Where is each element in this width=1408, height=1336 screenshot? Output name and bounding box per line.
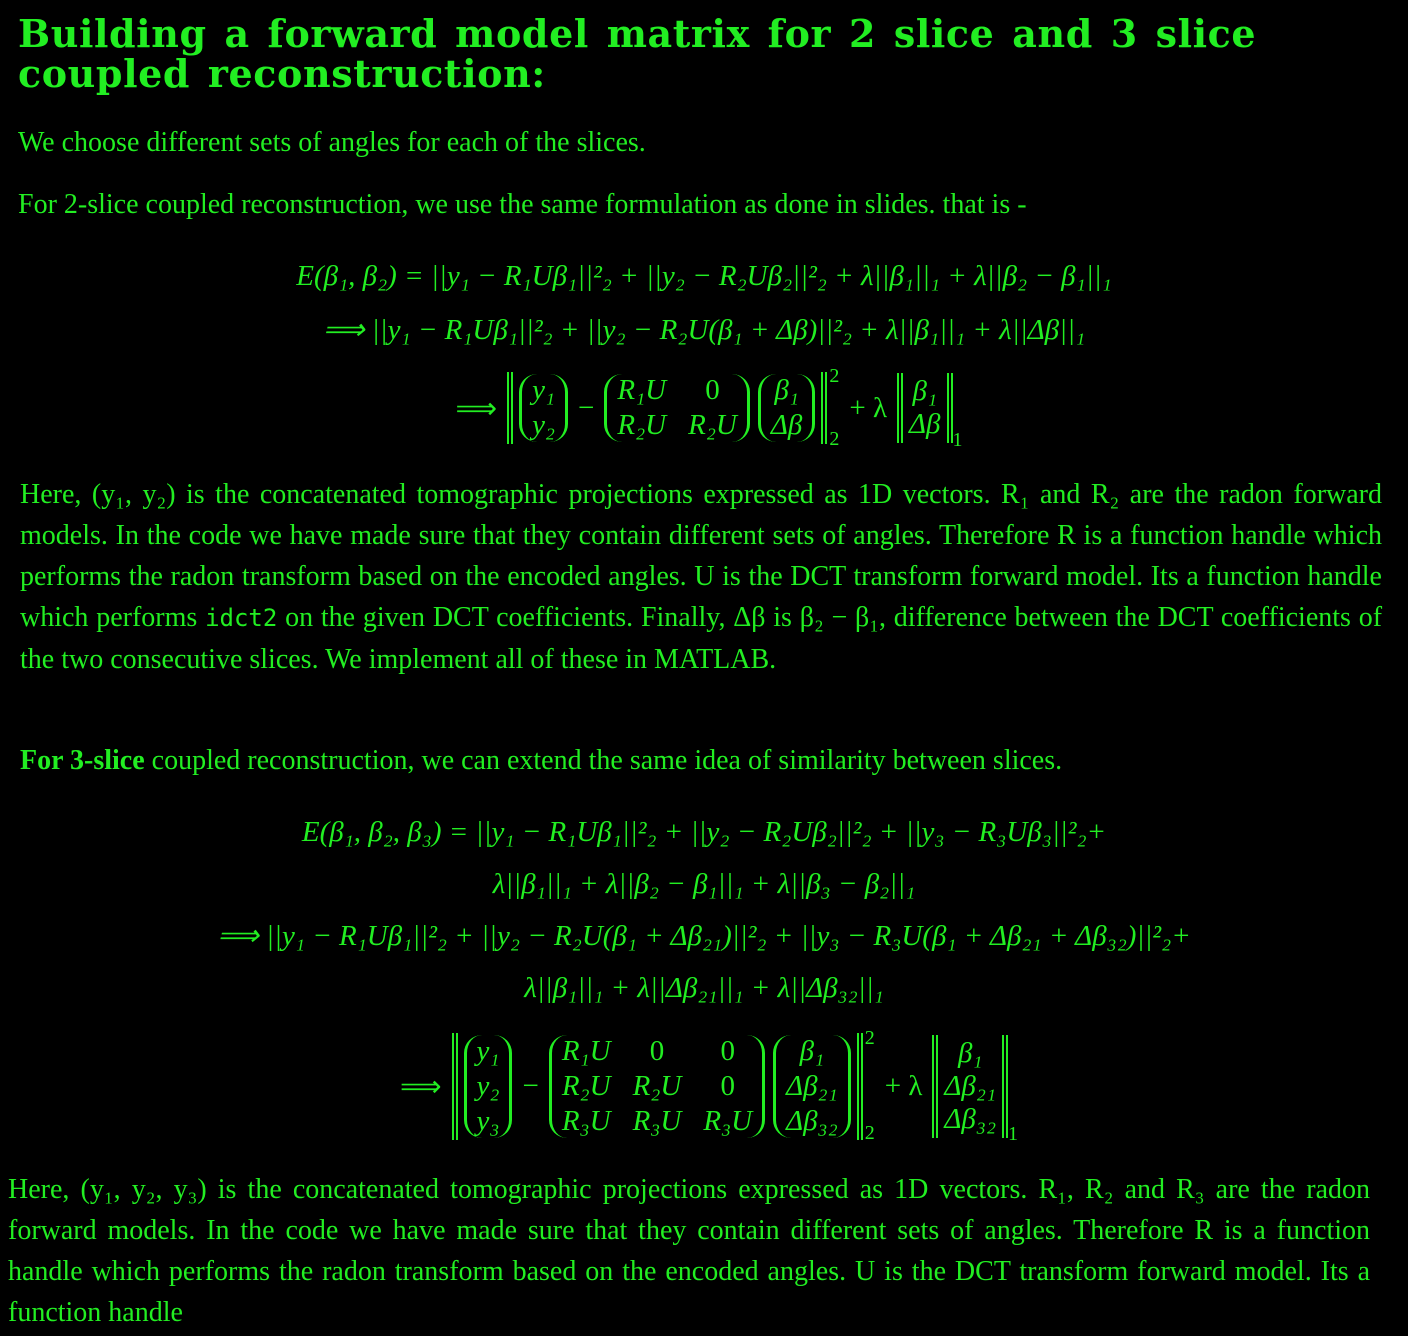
matrix-entry: R₂U [632,1069,682,1102]
three-slice-intro [20,740,1390,781]
beta-entry: β₁ [774,374,799,406]
page-title: Building a forward model matrix for 2 slice and 3 slice coupled reconstruction: [18,11,1257,96]
y-entry: y₃ [476,1104,500,1137]
l1-norm [897,373,952,443]
forward-matrix [604,374,750,442]
matrix-entry: R₃U [561,1104,611,1137]
beta-entry: Δβ [770,409,803,441]
implies-arrow: ⟹ [399,1070,442,1103]
beta-entry: β₁ [799,1034,825,1067]
subscript-one: 1 [1008,1123,1019,1145]
minus-sign: − [578,391,595,424]
beta-entry: β₁ [957,1036,983,1069]
code-idct2: idct2 [205,604,278,632]
eq2-matrix-form [0,362,1408,454]
matrix-entry: R₃U [703,1104,753,1137]
beta-entry: Δβ₃₂ [944,1102,997,1135]
matrix-entry: R₁U [617,374,667,406]
eq2-line2: ⟹ ||y₁ − R₁Uβ₁||²₂ + ||y₂ − R₂U(β₁ + Δβ)||²₂ + λ||β₁||₁ + λ||Δβ||₁ [322,314,1086,346]
plus-lambda: + λ [884,1069,923,1102]
l2-norm [507,372,827,444]
intro-paragraph: We choose different sets of angles for each of the slices. [18,127,646,158]
beta-entry: β₁ [912,375,938,407]
matrix-entry: 0 [720,1069,735,1102]
beta-entry: Δβ₂₁ [944,1069,997,1102]
eq3-line2: λ||β₁||₁ + λ||β₂ − β₁||₁ + λ||β₃ − β₂||₁ [492,868,916,900]
l2-norm [452,1033,863,1140]
two-slice-intro: For 2-slice coupled reconstruction, we use the same formulation as done in slides. that is - [18,189,1027,220]
para2-text-b: on the given DCT coefficients. Finally, Δβ is β₂ − β₁, difference between the DCT coefficients of the two consecutive slices. We implement all of these in MATLAB. [20,602,1383,675]
eq2-line1: E(β₁, β₂) = ||y₁ − R₁Uβ₁||²₂ + ||y₂ − R₂Uβ₂||²₂ + λ||β₁||₁ + λ||β₂ − β₁||₁ [296,260,1112,292]
beta-vector [773,1035,851,1138]
eq3-line1: E(β₁, β₂, β₃) = ||y₁ − R₁Uβ₁||²₂ + ||y₂ − R₂Uβ₂||²₂ + ||y₃ − R₃Uβ₃||²₂+ [301,816,1107,848]
explanation-paragraph-3slice: Here, (y₁, y₂, y₃) is the concatenated tomographic projections expressed as 1D vectors. R₁, R₂ and R₃ are the radon forward models. In the code we have made sure that they contain different sets of angles. Therefore R is a function handle which performs the radon transform based on the encoded angles. U is the DCT transform forward model. Its a function handle [8,1174,1370,1328]
matrix-entry: 0 [649,1034,665,1067]
beta-vector [758,374,815,442]
power-two: 2 [829,365,840,387]
eq3-line4: λ||β₁||₁ + λ||Δβ₂₁||₁ + λ||Δβ₃₂||₁ [524,972,884,1004]
subscript-two: 2 [829,428,840,450]
norm-indices [865,1027,875,1145]
matrix-entry: R₃U [632,1104,682,1137]
y-entry: y₂ [532,409,556,441]
matrix-entry: R₂U [688,409,737,441]
y-entry: y₁ [532,374,556,406]
implies-arrow: ⟹ [455,392,498,425]
explanation-paragraph-2slice [20,474,1382,680]
matrix-entry: R₂U [617,409,667,441]
beta-stack [909,375,940,441]
y-vector [519,374,568,442]
matrix-entry: 0 [705,374,720,406]
plus-lambda: + λ [849,391,888,424]
beta-stack [944,1037,996,1136]
three-slice-bold: For 3-slice [20,745,145,776]
para2-text-a: Here, (y₁, y₂) is the concatenated tomographic projections expressed as 1D vectors. R₁ and R₂ are the radon forward models. In the code we have made sure that they contain different sets of angles. Therefore R is a function handle which performs the radon transform based on the encoded angles. U is the DCT transform forward model. Its a function handle which performs [20,479,1382,633]
forward-matrix [549,1035,765,1138]
beta-entry: Δβ [909,408,941,440]
norm-indices [829,365,839,451]
three-slice-rest: coupled reconstruction, we can extend the same idea of similarity between slices. [151,745,1063,776]
matrix-entry: R₁U [561,1034,611,1067]
eq3-line3: ⟹ ||y₁ − R₁Uβ₁||²₂ + ||y₂ − R₂U(β₁ + Δβ₂₁)||²₂ + ||y₃ − R₃U(β₁ + Δβ₂₁ + Δβ₃₂)||²₂+ [217,920,1191,952]
subscript-one: 1 [952,429,963,451]
subscript-two: 2 [864,1122,875,1144]
minus-sign: − [522,1069,539,1102]
matrix-entry: 0 [720,1034,735,1067]
y-entry: y₁ [476,1034,500,1067]
power-two: 2 [864,1027,875,1049]
y-entry: y₂ [476,1069,500,1102]
beta-entry: Δβ₂₁ [786,1069,838,1102]
eq3-matrix-form [0,1024,1408,1148]
l1-norm [932,1035,1008,1138]
y-vector [464,1035,513,1138]
matrix-entry: R₂U [561,1069,611,1102]
beta-entry: Δβ₃₂ [786,1104,838,1137]
